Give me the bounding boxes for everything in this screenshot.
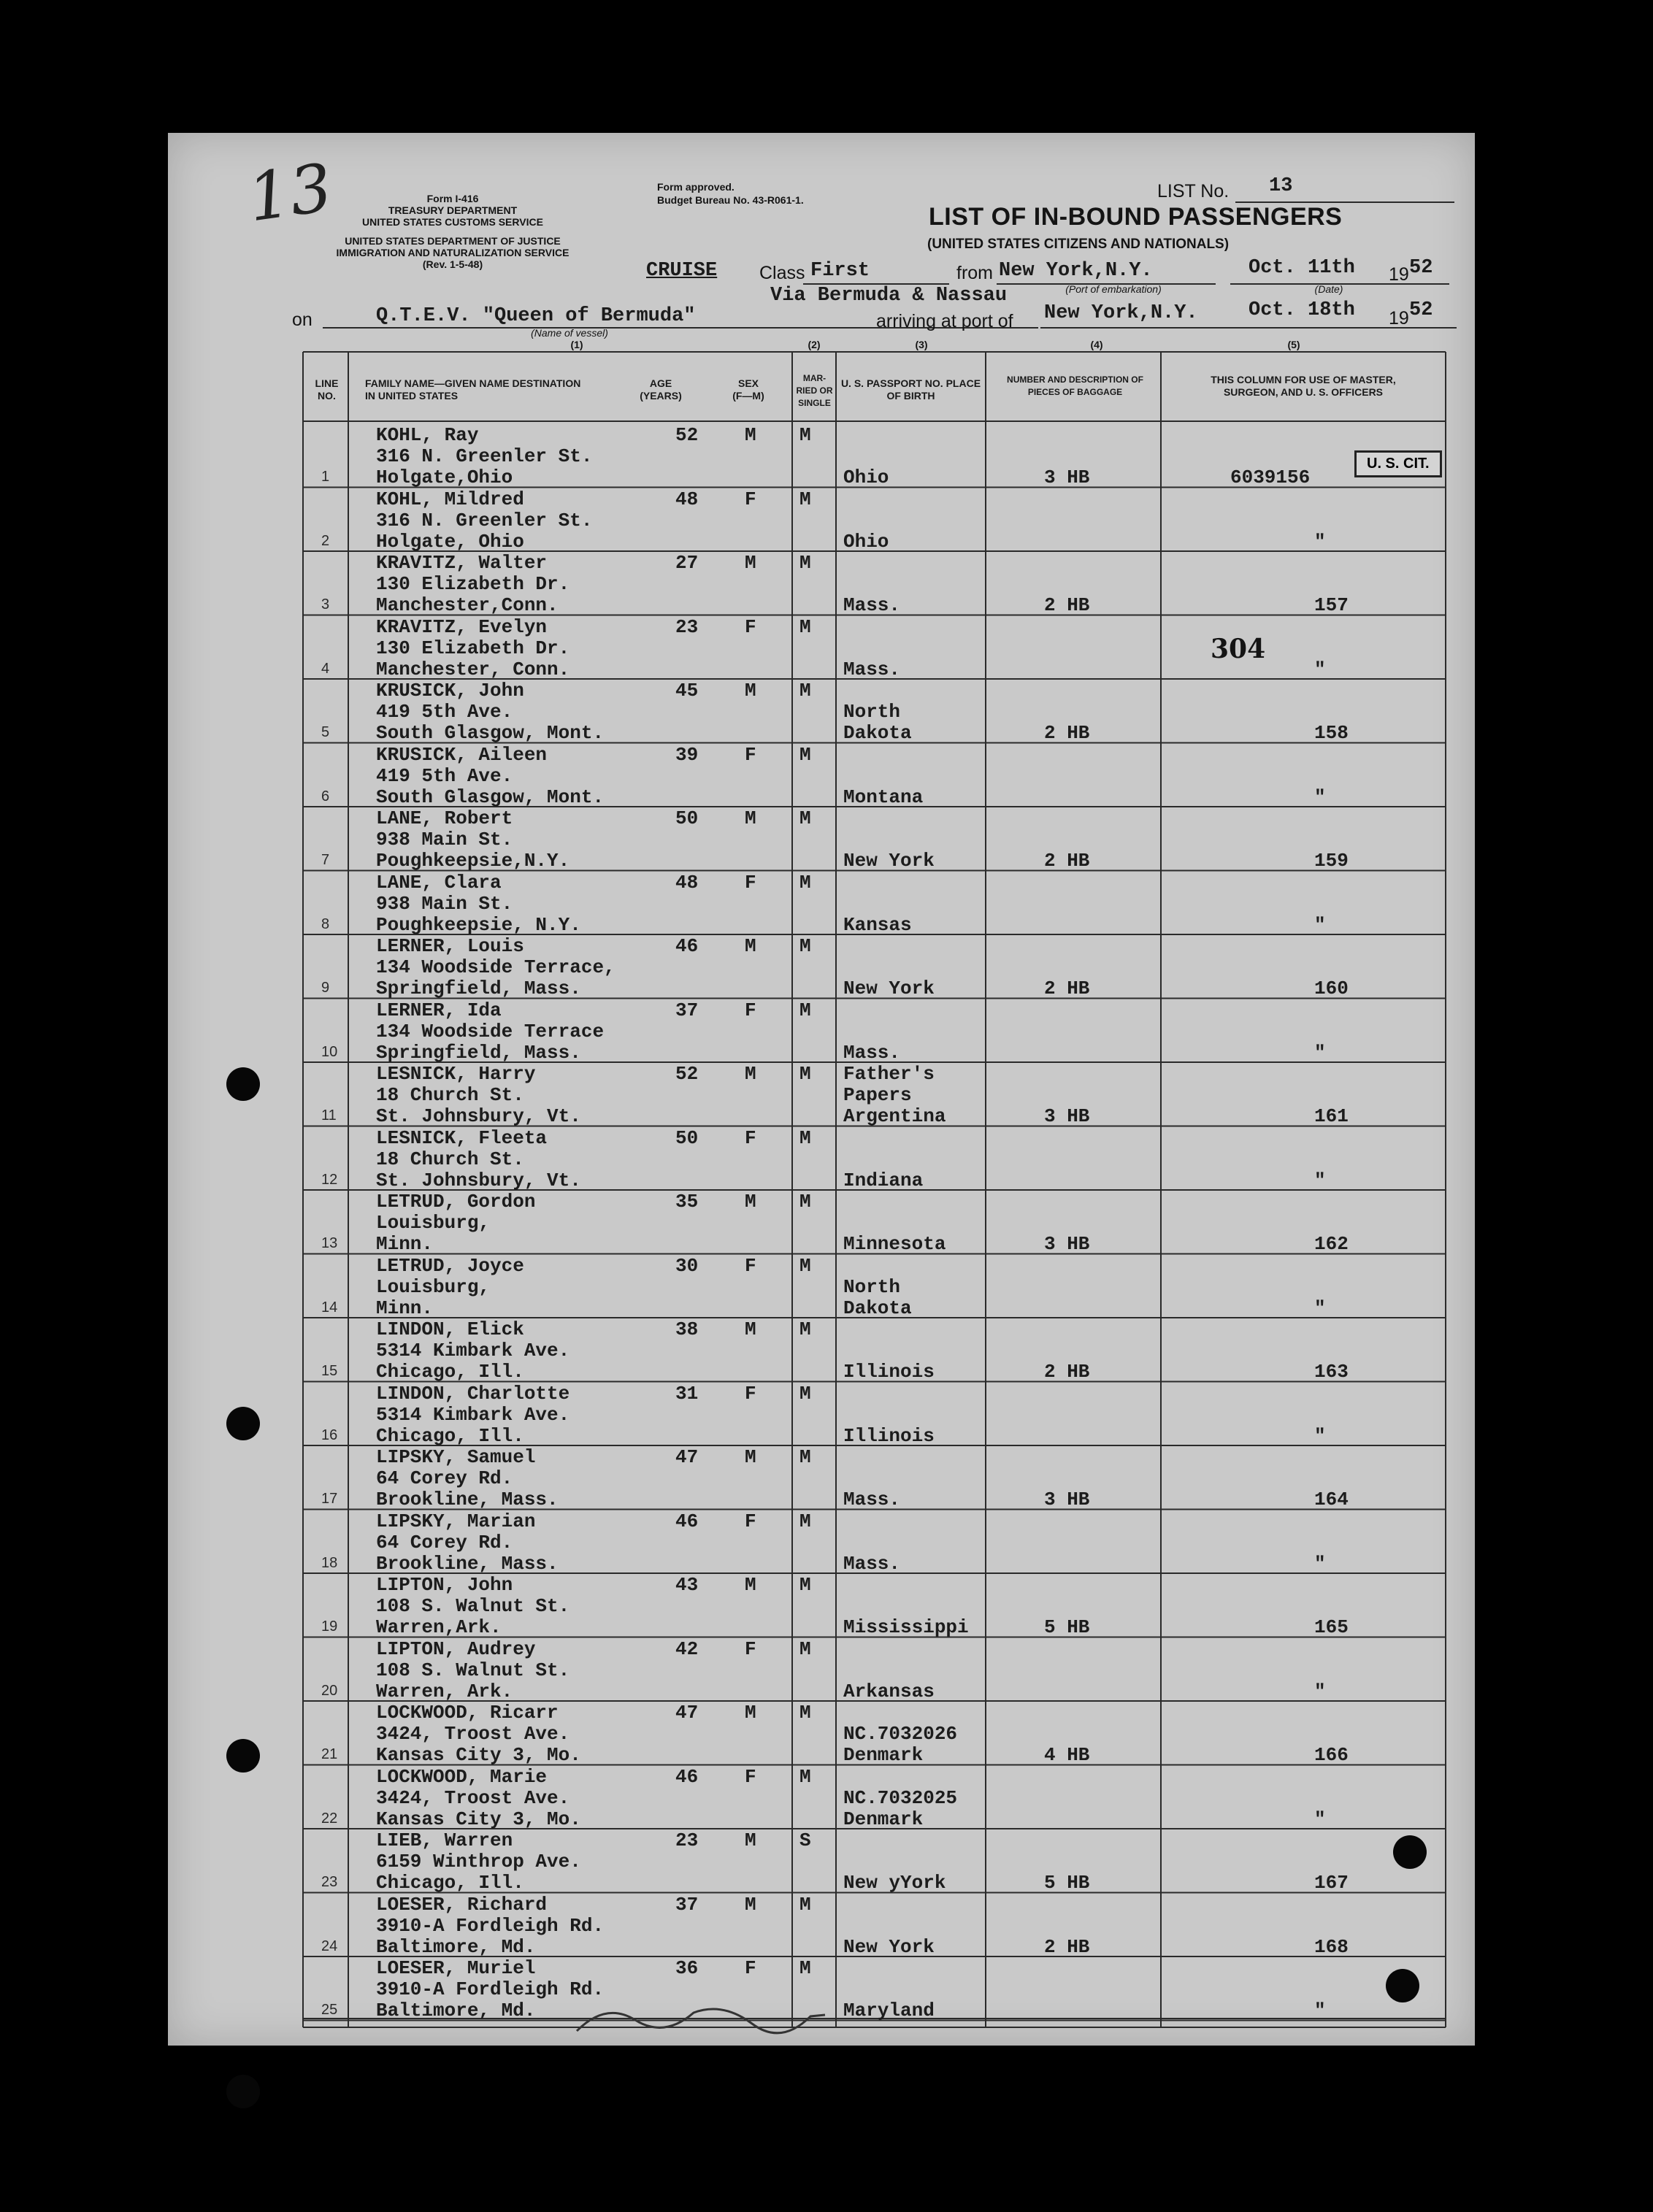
passenger-address-city: Chicago, Ill. (376, 1872, 524, 1894)
passenger-sex: F (745, 615, 756, 638)
officer-entry: " (1314, 1808, 1326, 1830)
passenger-address-city: Holgate, Ohio (376, 530, 524, 553)
passenger-name: LINDON, Elick (376, 1318, 524, 1340)
col-header-sex: SEX (F—M) (732, 377, 764, 402)
passport-line-1: NC.7032026 (843, 1723, 958, 1745)
line-number: 4 (321, 660, 330, 677)
passenger-marital-status: M (799, 1191, 811, 1213)
officer-entry: " (1314, 1041, 1326, 1064)
passport-line-1: NC.7032025 (843, 1786, 958, 1809)
passenger-address-city: Kansas City 3, Mo. (376, 1744, 581, 1766)
passenger-address-city: Manchester,Conn. (376, 594, 559, 616)
dept-treasury: TREASURY DEPARTMENT (388, 204, 518, 216)
passenger-address-city: Warren, Ark. (376, 1680, 513, 1702)
from-port: New York,N.Y. (999, 260, 1153, 282)
place-of-birth: Denmark (843, 1744, 924, 1766)
passenger-sex: F (745, 1765, 756, 1788)
vessel-name: Q.T.E.V. "Queen of Bermuda" (376, 305, 696, 327)
passenger-marital-status: M (799, 1893, 811, 1916)
passenger-age: 37 (675, 1893, 699, 1916)
baggage: 2 HB (1044, 594, 1090, 616)
passenger-name: LINDON, Charlotte (376, 1382, 570, 1405)
officer-entry: 166 (1314, 1744, 1349, 1766)
col-header-line-no: LINE NO. (315, 377, 339, 402)
officer-entry: 160 (1314, 978, 1349, 999)
passenger-age: 23 (675, 615, 699, 638)
passenger-name: LANE, Robert (376, 807, 513, 829)
passenger-name: LANE, Clara (376, 871, 502, 894)
passenger-address-city: Minn. (376, 1233, 434, 1255)
passenger-marital-status: M (799, 424, 811, 446)
passenger-address-street: 938 Main St. (376, 829, 513, 850)
passenger-address-street: 134 Woodside Terrace, (376, 956, 615, 978)
passenger-address-street: Louisburg, (376, 1275, 491, 1298)
line-number: 1 (321, 469, 330, 485)
place-of-birth: Indiana (843, 1169, 924, 1191)
passenger-address-street: 6159 Winthrop Ave. (376, 1851, 581, 1873)
col-header-married: MAR-RIED OR SINGLE (796, 373, 833, 408)
line-number: 11 (321, 1107, 337, 1124)
on-label: on (292, 310, 312, 330)
port-note: (Port of embarkation) (1065, 283, 1162, 295)
arriving-label: arriving at port of (876, 311, 1013, 331)
officer-entry: 165 (1314, 1616, 1349, 1638)
officer-entry: " (1314, 1169, 1326, 1191)
passenger-address-city: Springfield, Mass. (376, 1041, 581, 1064)
class-label: Class (759, 263, 805, 283)
line-number: 6 (321, 788, 330, 804)
place-of-birth: Mass. (843, 1041, 901, 1064)
passenger-name: LOCKWOOD, Ricarr (376, 1702, 559, 1724)
dept-immigration: IMMIGRATION AND NATURALIZATION SERVICE (336, 247, 569, 258)
passenger-address-city: Baltimore, Md. (376, 1935, 536, 1958)
punch-hole (226, 2075, 260, 2108)
officer-entry: " (1314, 530, 1326, 553)
passenger-age: 30 (675, 1254, 699, 1277)
passenger-marital-status: M (799, 807, 811, 829)
passenger-address-city: Chicago, Ill. (376, 1424, 524, 1447)
passenger-marital-status: M (799, 1318, 811, 1340)
place-of-birth: Illinois (843, 1424, 935, 1447)
passenger-age: 35 (675, 1191, 699, 1213)
col-header-name: FAMILY NAME—GIVEN NAME DESTINATION IN UNITED STATES (365, 377, 581, 402)
passenger-sex: M (745, 807, 756, 829)
line-number: 16 (321, 1426, 338, 1443)
line-number: 2 (321, 532, 330, 549)
place-of-birth: Ohio (843, 530, 889, 553)
passenger-marital-status: S (799, 1829, 811, 1851)
line-number: 19 (321, 1618, 338, 1635)
passenger-address-city: Holgate,Ohio (376, 466, 513, 488)
passenger-address-city: Minn. (376, 1297, 434, 1319)
passenger-sex: M (745, 424, 756, 446)
col-num-2: (2) (808, 339, 821, 350)
place-of-birth: Ohio (843, 466, 889, 488)
passenger-name: KOHL, Mildred (376, 488, 524, 510)
arrival-port: New York,N.Y. (1044, 302, 1198, 324)
baggage: 5 HB (1044, 1872, 1090, 1894)
passenger-sex: M (745, 1829, 756, 1851)
passenger-address-city: Chicago, Ill. (376, 1361, 524, 1383)
passenger-age: 39 (675, 743, 699, 766)
from-year-prefix: 19 (1389, 264, 1409, 285)
passenger-name: LOESER, Richard (376, 1893, 548, 1916)
passenger-sex: M (745, 1191, 756, 1213)
officer-entry: 163 (1314, 1361, 1349, 1383)
line-number: 9 (321, 980, 330, 996)
passenger-sex: M (745, 1446, 756, 1468)
passenger-age: 50 (675, 1126, 699, 1149)
passenger-sex: F (745, 743, 756, 766)
baggage: 3 HB (1044, 1105, 1090, 1127)
passenger-marital-status: M (799, 1637, 811, 1660)
date-note: (Date) (1314, 283, 1343, 295)
passenger-age: 48 (675, 871, 699, 894)
passenger-sex: M (745, 680, 756, 702)
passenger-address-street: 108 S. Walnut St. (376, 1659, 570, 1681)
list-no-label: LIST No. (1157, 181, 1230, 201)
passenger-age: 27 (675, 552, 699, 574)
officer-entry: 6039156 (1230, 466, 1311, 488)
passenger-name: KRAVITZ, Evelyn (376, 615, 548, 638)
line-number: 22 (321, 1810, 338, 1827)
passenger-age: 43 (675, 1574, 699, 1596)
passenger-name: LETRUD, Joyce (376, 1254, 524, 1277)
dept-customs: UNITED STATES CUSTOMS SERVICE (362, 216, 543, 228)
via-route: Via Bermuda & Nassau (770, 285, 1008, 307)
passenger-sex: M (745, 552, 756, 574)
passenger-name: LESNICK, Harry (376, 1063, 536, 1085)
arrival-year: 52 (1409, 299, 1433, 321)
passenger-address-street: 3910-A Fordleigh Rd. (376, 1914, 605, 1937)
passenger-marital-status: M (799, 1702, 811, 1724)
line-number: 5 (321, 724, 330, 740)
passenger-sex: M (745, 1893, 756, 1916)
passenger-address-street: 134 Woodside Terrace (376, 1020, 605, 1042)
passenger-name: KOHL, Ray (376, 424, 479, 446)
line-number: 7 (321, 852, 330, 868)
passenger-marital-status: M (799, 1126, 811, 1149)
passenger-age: 42 (675, 1637, 699, 1660)
passenger-address-street: 938 Main St. (376, 892, 513, 915)
officer-entry: " (1314, 658, 1326, 680)
form-number: Form I-416 (426, 193, 479, 204)
passenger-age: 38 (675, 1318, 699, 1340)
corner-number: 13 (243, 149, 337, 237)
place-of-birth: Denmark (843, 1808, 924, 1830)
place-of-birth: Dakota (843, 722, 912, 744)
passenger-sex: F (745, 1126, 756, 1149)
list-no-value: 13 (1269, 175, 1293, 197)
passenger-address-street: 18 Church St. (376, 1084, 524, 1106)
officer-entry: " (1314, 913, 1326, 936)
passenger-address-city: South Glasgow, Mont. (376, 722, 605, 744)
passenger-address-street: 5314 Kimbark Ave. (376, 1403, 570, 1426)
from-label: from (956, 263, 993, 283)
baggage: 4 HB (1044, 1744, 1090, 1766)
passenger-sex: M (745, 935, 756, 957)
page-title: LIST OF IN-BOUND PASSENGERS (929, 203, 1343, 231)
passenger-name: LERNER, Louis (376, 935, 524, 957)
from-year: 52 (1409, 257, 1433, 279)
passenger-name: LIEB, Warren (376, 1829, 513, 1851)
place-of-birth: Arkansas (843, 1680, 935, 1702)
line-number: 10 (321, 1043, 338, 1060)
passenger-address-street: 3910-A Fordleigh Rd. (376, 1978, 605, 2000)
page-subtitle: (UNITED STATES CITIZENS AND NATIONALS) (927, 237, 1230, 252)
line-number: 25 (321, 2002, 338, 2018)
officer-entry: 158 (1314, 722, 1349, 744)
place-of-birth: Mass. (843, 1552, 901, 1575)
passenger-sex: F (745, 871, 756, 894)
passenger-marital-status: M (799, 1254, 811, 1277)
form-approved: Form approved. (657, 181, 735, 193)
col-num-3: (3) (915, 339, 928, 350)
passenger-marital-status: M (799, 1957, 811, 1979)
passenger-address-city: Warren,Ark. (376, 1616, 502, 1638)
line-number: 17 (321, 1491, 338, 1507)
passenger-sex: M (745, 1702, 756, 1724)
passenger-age: 37 (675, 999, 699, 1021)
officer-entry: " (1314, 1297, 1326, 1319)
passenger-address-city: Poughkeepsie, N.Y. (376, 913, 581, 936)
passenger-name: LOESER, Muriel (376, 1957, 536, 1979)
baggage: 3 HB (1044, 466, 1090, 488)
passenger-address-street: 18 Church St. (376, 1148, 524, 1170)
place-of-birth: Illinois (843, 1361, 935, 1383)
passenger-name: LESNICK, Fleeta (376, 1126, 548, 1149)
line-number: 13 (321, 1235, 338, 1251)
passenger-address-street: 419 5th Ave. (376, 701, 513, 723)
officer-entry: 159 (1314, 850, 1349, 872)
passenger-sex: F (745, 1957, 756, 1979)
handwritten-number: 304 (1211, 634, 1266, 664)
place-of-birth: Dakota (843, 1297, 912, 1319)
passport-line-1: Papers (843, 1084, 912, 1106)
line-number: 8 (321, 915, 330, 932)
col-header-officers: THIS COLUMN FOR USE OF MASTER, SURGEON, AND U. S. OFFICERS (1211, 374, 1396, 398)
passenger-age: 47 (675, 1446, 699, 1468)
place-of-birth: Minnesota (843, 1233, 946, 1255)
place-of-birth: New York (843, 1935, 935, 1958)
passenger-sex: F (745, 488, 756, 510)
place-of-birth: New yYork (843, 1872, 946, 1894)
line-number: 14 (321, 1299, 338, 1316)
cruise-label: CRUISE (646, 260, 718, 282)
place-of-birth: Argentina (843, 1105, 946, 1127)
place-of-birth: Kansas (843, 913, 912, 936)
budget-bureau: Budget Bureau No. 43-R061-1. (657, 194, 804, 206)
passenger-address-city: Manchester, Conn. (376, 658, 570, 680)
officer-entry: 164 (1314, 1489, 1349, 1510)
passenger-address-street: 419 5th Ave. (376, 764, 513, 787)
passenger-sex: F (745, 1637, 756, 1660)
passenger-marital-status: M (799, 680, 811, 702)
officer-entry: " (1314, 1552, 1326, 1575)
form-revision: (Rev. 1-5-48) (422, 258, 483, 270)
arrival-date: Oct. 18th (1249, 299, 1355, 321)
baggage: 5 HB (1044, 1616, 1090, 1638)
passenger-name: LOCKWOOD, Marie (376, 1765, 548, 1788)
passenger-address-street: 3424, Troost Ave. (376, 1786, 570, 1809)
passenger-address-street: 130 Elizabeth Dr. (376, 573, 570, 595)
line-number: 18 (321, 1554, 338, 1571)
officer-entry: " (1314, 786, 1326, 808)
passenger-address-street: 108 S. Walnut St. (376, 1595, 570, 1617)
line-number: 3 (321, 596, 330, 612)
col-header-passport: U. S. PASSPORT NO. PLACE OF BIRTH (840, 377, 981, 402)
officer-entry: 157 (1314, 594, 1349, 616)
officer-entry: 168 (1314, 1935, 1349, 1958)
passenger-sex: M (745, 1574, 756, 1596)
baggage: 2 HB (1044, 1361, 1090, 1383)
vessel-note: (Name of vessel) (531, 327, 608, 339)
line-number: 21 (321, 1746, 338, 1762)
passenger-sex: M (745, 1063, 756, 1085)
us-citizen-stamp: U. S. CIT. (1354, 450, 1442, 477)
place-of-birth: Montana (843, 786, 924, 808)
col-num-5: (5) (1287, 339, 1300, 350)
baggage: 3 HB (1044, 1233, 1090, 1255)
passenger-marital-status: M (799, 488, 811, 510)
passenger-name: KRUSICK, John (376, 680, 524, 702)
baggage: 3 HB (1044, 1489, 1090, 1510)
passenger-age: 52 (675, 1063, 699, 1085)
passenger-age: 45 (675, 680, 699, 702)
line-number: 15 (321, 1363, 338, 1379)
passenger-marital-status: M (799, 1382, 811, 1405)
passenger-marital-status: M (799, 935, 811, 957)
passenger-sex: F (745, 1382, 756, 1405)
place-of-birth: Mass. (843, 658, 901, 680)
passenger-address-city: St. Johnsbury, Vt. (376, 1169, 581, 1191)
passenger-address-city: Kansas City 3, Mo. (376, 1808, 581, 1830)
passenger-address-city: Baltimore, Md. (376, 2000, 536, 2021)
place-of-birth: Mass. (843, 1489, 901, 1510)
passenger-name: LIPTON, Audrey (376, 1637, 536, 1660)
passenger-sex: F (745, 999, 756, 1021)
passenger-address-street: 130 Elizabeth Dr. (376, 637, 570, 659)
passenger-age: 47 (675, 1702, 699, 1724)
dept-justice: UNITED STATES DEPARTMENT OF JUSTICE (345, 235, 561, 247)
baggage: 2 HB (1044, 1935, 1090, 1958)
passenger-address-city: Brookline, Mass. (376, 1552, 559, 1575)
passenger-name: KRAVITZ, Walter (376, 552, 548, 574)
passenger-manifest-page (168, 133, 1475, 2046)
place-of-birth: Maryland (843, 2000, 935, 2021)
passenger-marital-status: M (799, 1446, 811, 1468)
line-number: 23 (321, 1874, 338, 1890)
passenger-marital-status: M (799, 743, 811, 766)
passenger-marital-status: M (799, 1510, 811, 1532)
passenger-age: 50 (675, 807, 699, 829)
passenger-age: 46 (675, 935, 699, 957)
passenger-name: LIPSKY, Marian (376, 1510, 536, 1532)
place-of-birth: Mass. (843, 594, 901, 616)
col-header-age: AGE (YEARS) (640, 377, 682, 402)
passenger-address-city: Poughkeepsie,N.Y. (376, 850, 570, 872)
passport-line-1: North (843, 1275, 901, 1298)
passenger-age: 46 (675, 1510, 699, 1532)
line-number: 24 (321, 1938, 338, 1954)
passenger-address-street: 316 N. Greenler St. (376, 509, 593, 531)
from-date: Oct. 11th (1249, 257, 1355, 279)
passenger-address-city: Brookline, Mass. (376, 1489, 559, 1510)
officer-entry: " (1314, 1424, 1326, 1447)
passenger-marital-status: M (799, 1765, 811, 1788)
baggage: 2 HB (1044, 722, 1090, 744)
officer-entry: " (1314, 1680, 1326, 1702)
passenger-sex: F (745, 1510, 756, 1532)
arrival-year-prefix: 19 (1389, 308, 1409, 329)
passenger-name: LETRUD, Gordon (376, 1191, 536, 1213)
col-num-4: (4) (1090, 339, 1103, 350)
col-header-baggage: NUMBER AND DESCRIPTION OF PIECES OF BAGGAGE (1007, 375, 1143, 397)
class-value: First (810, 260, 870, 282)
line-number: 20 (321, 1682, 338, 1699)
officer-entry: 167 (1314, 1872, 1349, 1894)
passenger-marital-status: M (799, 1574, 811, 1596)
passenger-age: 23 (675, 1829, 699, 1851)
passenger-address-street: 3424, Troost Ave. (376, 1723, 570, 1745)
officer-entry: " (1314, 2000, 1326, 2021)
baggage: 2 HB (1044, 978, 1090, 999)
baggage: 2 HB (1044, 850, 1090, 872)
passenger-name: LIPSKY, Samuel (376, 1446, 536, 1468)
passport-line-1: North (843, 701, 901, 723)
passenger-address-street: 64 Corey Rd. (376, 1467, 513, 1489)
passenger-address-city: Springfield, Mass. (376, 978, 581, 999)
officer-entry: 161 (1314, 1105, 1349, 1127)
passenger-marital-status: M (799, 999, 811, 1021)
passport-note: Father's (843, 1063, 935, 1085)
passenger-name: LIPTON, John (376, 1574, 513, 1596)
place-of-birth: New York (843, 978, 935, 999)
place-of-birth: New York (843, 850, 935, 872)
passenger-age: 52 (675, 424, 699, 446)
passenger-address-street: Louisburg, (376, 1212, 491, 1234)
col-num-1: (1) (570, 339, 583, 350)
passenger-age: 48 (675, 488, 699, 510)
place-of-birth: Mississippi (843, 1616, 969, 1638)
passenger-age: 36 (675, 1957, 699, 1979)
passenger-address-city: St. Johnsbury, Vt. (376, 1105, 581, 1127)
passenger-name: KRUSICK, Aileen (376, 743, 548, 766)
passenger-marital-status: M (799, 871, 811, 894)
passenger-address-street: 5314 Kimbark Ave. (376, 1340, 570, 1362)
passenger-age: 46 (675, 1765, 699, 1788)
passenger-address-city: South Glasgow, Mont. (376, 786, 605, 808)
passenger-name: LERNER, Ida (376, 999, 502, 1021)
passenger-address-street: 316 N. Greenler St. (376, 445, 593, 467)
table-grid (168, 133, 1475, 2046)
passenger-marital-status: M (799, 615, 811, 638)
passenger-marital-status: M (799, 1063, 811, 1085)
passenger-age: 31 (675, 1382, 699, 1405)
line-number: 12 (321, 1171, 338, 1188)
passenger-address-street: 64 Corey Rd. (376, 1531, 513, 1554)
passenger-sex: F (745, 1254, 756, 1277)
passenger-sex: M (745, 1318, 756, 1340)
officer-entry: 162 (1314, 1233, 1349, 1255)
passenger-marital-status: M (799, 552, 811, 574)
